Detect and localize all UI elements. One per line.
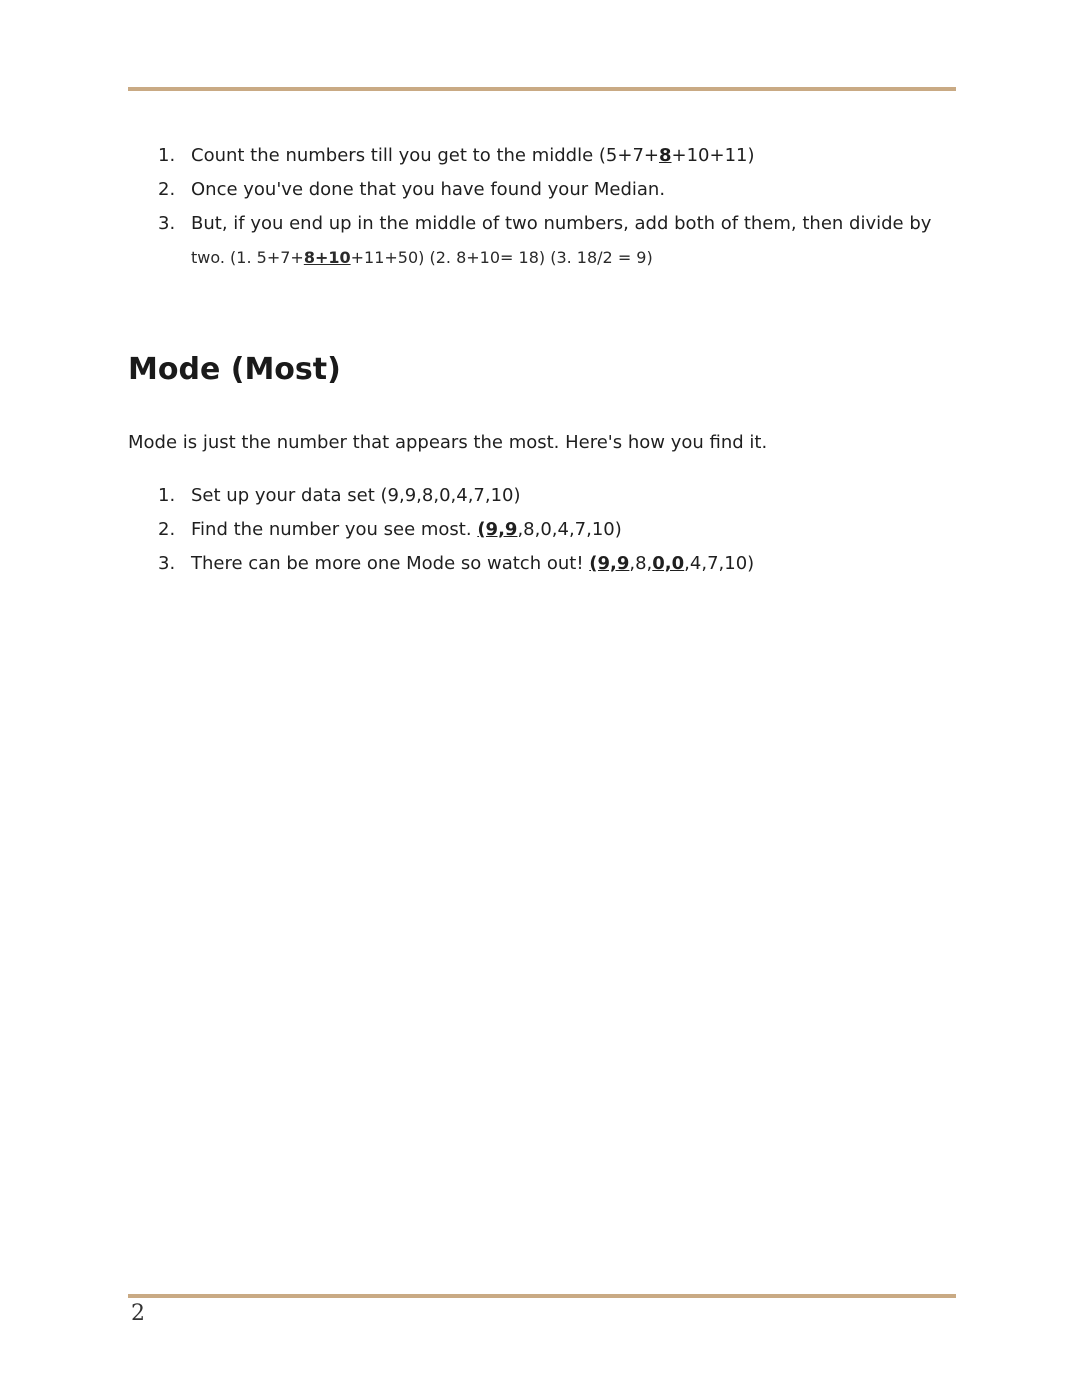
- step-text: But, if you end up in the middle of two numbers, add both of them, then divide by: [191, 213, 932, 234]
- step-text: Count the numbers till you get to the middle (5+7+8+10+11): [191, 145, 755, 166]
- list-number: 3.: [158, 553, 176, 574]
- step-text: Once you've done that you have found your Median.: [191, 179, 666, 200]
- list-item: [150, 139, 950, 173]
- step-text: There can be more one Mode so watch out! (9,9,8,0,0,4,7,10): [191, 553, 755, 574]
- highlighted-number: 8: [658, 145, 672, 166]
- highlighted-numbers: 8+10: [303, 248, 351, 267]
- list-number: 1.: [158, 485, 176, 506]
- list-number: 3.: [158, 213, 176, 234]
- highlighted-numbers: 0,0: [652, 553, 685, 574]
- top-divider: [128, 87, 956, 91]
- section-heading: Mode (Most): [128, 352, 341, 387]
- list-number: 2.: [158, 519, 176, 540]
- bottom-divider: [128, 1294, 956, 1298]
- list-item: [150, 479, 950, 513]
- step-text: Set up your data set (9,9,8,0,4,7,10): [191, 485, 521, 506]
- list-item: [150, 207, 950, 275]
- list-item: [150, 547, 950, 581]
- list-number: 2.: [158, 179, 176, 200]
- step-continuation: two. (1. 5+7+8+10+11+50) (2. 8+10= 18) (3. 18/2 = 9): [191, 248, 653, 267]
- list-item: [150, 173, 950, 207]
- list-item: [150, 513, 950, 547]
- page-number: 2: [131, 1301, 145, 1326]
- step-text: Find the number you see most. (9,9,8,0,4,7,10): [191, 519, 622, 540]
- intro-paragraph: Mode is just the number that appears the most. Here's how you find it.: [128, 432, 768, 453]
- list-number: 1.: [158, 145, 176, 166]
- median-steps-list: [150, 139, 950, 275]
- highlighted-numbers: (9,9: [477, 519, 518, 540]
- mode-steps-list: [150, 479, 950, 581]
- highlighted-numbers: (9,9: [589, 553, 630, 574]
